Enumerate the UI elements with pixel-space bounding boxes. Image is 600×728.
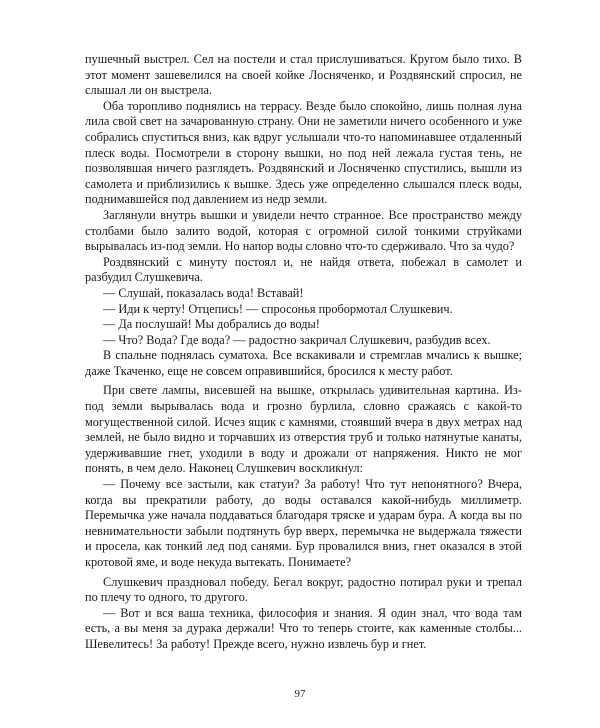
paragraph-1: пушечный выстрел. Сел на постели и стал прислушиваться. Кругом было тихо. В этот момент зашевелился на своей койке Лосняченко, и Роздвянский спросил, не слышал ли он выстрела. (85, 52, 522, 98)
page-number: 97 (294, 688, 306, 700)
paragraph-13: — Вот и вся ваша техника, философия и знания. Я один знал, что вода там есть, а вы меня за дурака держали! Что то теперь стоите, как каменные столбы... Шевелитесь! За работу! Прежде всего, нужно извлечь бур и гнет. (85, 605, 522, 651)
paragraph-3: Заглянули внутрь вышки и увидели нечто странное. Все пространство между столбами было залито водой, которая с огромной силой тонкими струйками вырывалась из-под земли. Но напор воды словно что-то сдерживало. Что за чудо? (85, 207, 522, 254)
paragraph-4: Роздвянский с минуту постоял и, не найдя ответа, побежал в самолет и разбудил Слушкевича. (85, 254, 522, 285)
paragraph-7: — Да послушай! Мы добрались до воды! (103, 317, 320, 332)
paragraph-10: При свете лампы, висевшей на вышке, открылась удивительная картина. Из-под земли вырывалась вода и грозно бурлила, словно сражаясь с какой-то могущественной силой. Исчез ящик с камнями, стоявший вчера в двух метрах над землей, не было видно и торчавших из отверстия труб и только натянутые канаты, удерживавшие гнет, уходили в воду и дрожали от напряжения. Никто не мог понять, в чем дело. Наконец Слушкевич воскликнул: (85, 383, 522, 476)
page-text-block (85, 52, 522, 653)
paragraph-5: — Слушай, показалась вода! Вставай! (103, 285, 304, 300)
paragraph-12: Слушкевич праздновал победу. Бегал вокруг, радостно потирал руки и трепал по плечу то одного, то другого. (85, 574, 522, 605)
paragraph-8: — Что? Вода? Где вода? — радостно закричал Слушкевич, разбудив всех. (103, 332, 491, 347)
paragraph-9: В спальне поднялась суматоха. Все вскакивали и стремглав мчались к вышке; даже Ткаченко, еще не совсем оправившийся, бросился к месту работ. (85, 348, 522, 378)
paragraph-11: — Почему все застыли, как статуи? За работу! Что тут непонятного? Вчера, когда вы прекратили работу, до воды оставался какой-нибудь миллиметр. Перемычка уже начала поддаваться благодаря тряске и ударам бура. А когда вы по невнимательности забыли подтянуть бур вверх, перемычка не выдержала тяжести и просела, как тонкий лед под санями. Бур провалился вниз, гнет оказался в этой кротовой яме, и воде некуда вытекать. Понимаете? (85, 477, 522, 569)
paragraph-6: — Иди к черту! Отцепись! — спросонья пробормотал Слушкевич. (103, 301, 453, 316)
paragraph-2: Оба торопливо поднялись на террасу. Везде было спокойно, лишь полная луна лила свой свет на зачарованную страну. Они не заметили ничего особенного и уже собрались спуститься вниз, как вдруг услышали что-то напоминавшее отдаленный плеск воды. Посмотрели в сторону вышки, но под ней лежала густая тень, не позволявшая ничего разглядеть. Роздвянский и Лосняченко спустились, вышли из самолета и приблизились к вышке. Здесь уже определенно слышался плеск воды, поднимавшейся под давлением из недр земли. (85, 98, 522, 207)
